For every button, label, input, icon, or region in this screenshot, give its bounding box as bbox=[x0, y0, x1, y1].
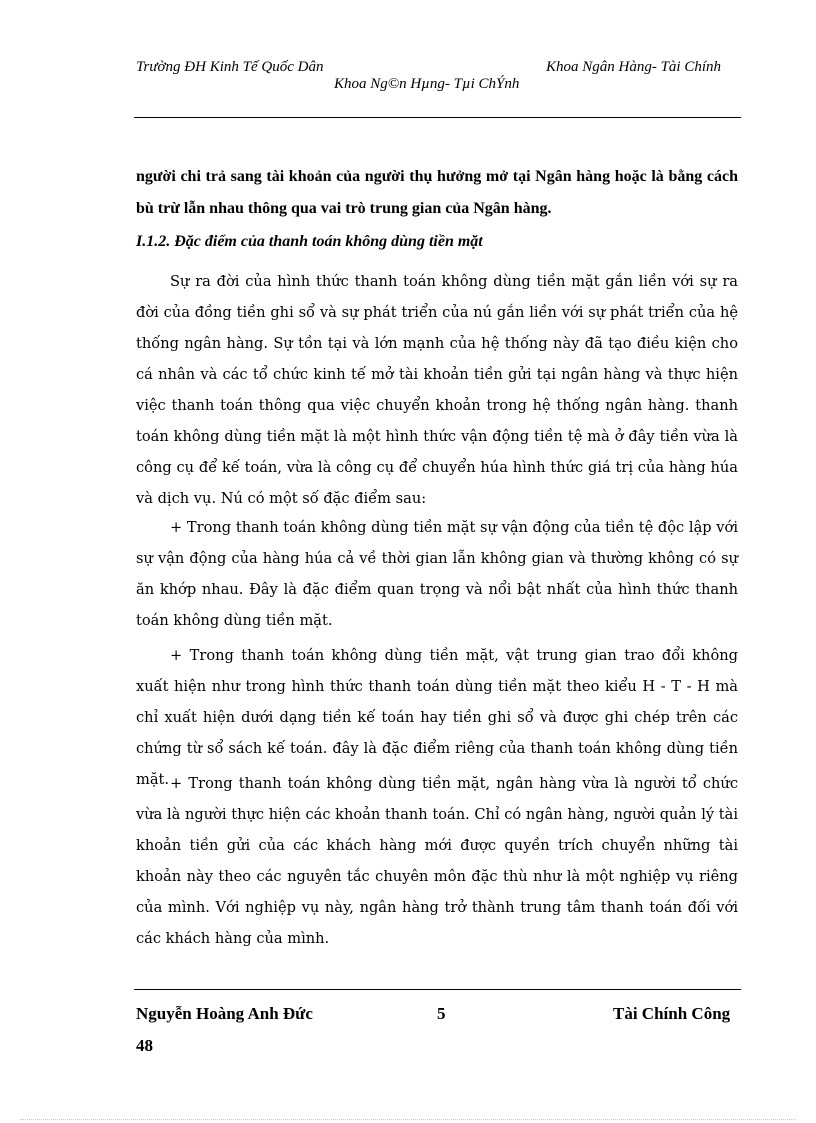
paragraph-1: Sự ra đời của hình thức thanh toán không dùng tiền mặt gắn liền với sự ra đời của đồng tiền ghi sổ và sự phát triển của nú gắn liền với sự phát triển của hệ thống ngân hàng. Sự tồn tại và lớn mạnh của hệ thống này đã tạo điều kiện cho cá nhân và các tổ chức kinh tế mở tài khoản tiền gửi tại ngân hàng và thực hiện việc thanh toán thông qua việc chuyển khoản trong hệ thống ngân hàng. thanh toán không dùng tiền mặt là một hình thức vận động tiền tệ mà ở đây tiền vừa là công cụ để kế toán, vừa là công cụ để chuyển húa hình thức giá trị của hàng húa và dịch vụ. Nú có một số đặc điểm sau: bbox=[136, 273, 738, 507]
footer-rule bbox=[134, 989, 741, 990]
header-center: Khoa Ng©n Hµng- Tµi ChÝnh bbox=[334, 76, 520, 92]
section-heading: I.1.2. Đặc điểm của thanh toán không dùng tiền mặt bbox=[136, 233, 483, 250]
page-number: 5 bbox=[437, 1004, 446, 1023]
footer-class-number: 48 bbox=[136, 1036, 153, 1055]
paragraph-3: + Trong thanh toán không dùng tiền mặt, vật trung gian trao đổi không xuất hiện như trong hình thức thanh toán dùng tiền mặt theo kiểu H - T - H mà chỉ xuất hiện dưới dạng tiền kế toán hay tiền ghi sổ và được ghi chép trên các chứng từ sổ sách kế toán. đây là đặc điểm riêng của thanh toán không dùng tiền mặt. bbox=[136, 647, 738, 788]
paragraph-2: + Trong thanh toán không dùng tiền mặt sự vận động của tiền tệ độc lập với sự vận động của hàng húa cả về thời gian lẫn không gian và thường không có sự ăn khớp nhau. Đây là đặc điểm quan trọng và nổi bật nhất của hình thức thanh toán không dùng tiền mặt. bbox=[136, 519, 738, 629]
page-edge-dotted-line bbox=[20, 1119, 796, 1120]
footer-author: Nguyễn Hoàng Anh Đức bbox=[136, 1004, 313, 1023]
header-left: Trường ĐH Kinh Tế Quốc Dân bbox=[136, 59, 324, 75]
header-rule bbox=[134, 117, 741, 118]
intro-paragraph: người chi trả sang tài khoản của người thụ hưởng mở tại Ngân hàng hoặc là bằng cách bù trừ lẫn nhau thông qua vai trò trung gian của Ngân hàng. bbox=[136, 168, 738, 217]
footer-class-name: Tài Chính Công bbox=[613, 1004, 731, 1023]
paragraph-4: + Trong thanh toán không dùng tiền mặt, ngân hàng vừa là người tổ chức vừa là người thực hiện các khoản thanh toán. Chỉ có ngân hàng, người quản lý tài khoản tiền gửi của các khách hàng mới được quyền trích chuyển những tài khoản này theo các nguyên tắc chuyên môn đặc thù như là một nghiệp vụ riêng của mình. Với nghiệp vụ này, ngân hàng trở thành trung tâm thanh toán đối với các khách hàng của mình. bbox=[136, 775, 738, 947]
header-right: Khoa Ngân Hàng- Tài Chính bbox=[546, 59, 722, 75]
